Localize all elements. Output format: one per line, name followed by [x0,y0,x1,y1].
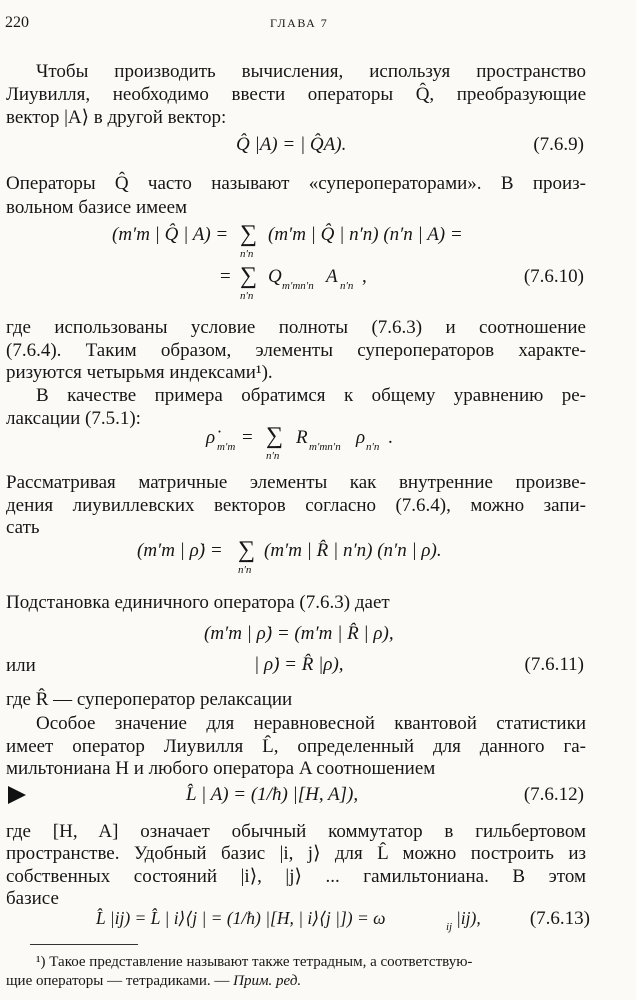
rho-subscript: n′n [366,441,380,453]
period: . [388,427,393,448]
text-line: где R̂ — супероператор релаксации [6,689,293,710]
text-line: где использованы условие полноты (7.6.3) и соотношение [6,317,586,338]
comma: , [362,266,367,287]
text-line: В качестве примера обратимся к общему уравнению ре- [36,385,586,406]
text-line: Операторы Q̂ часто называют «супероператорами». В произ- [6,173,586,194]
equation-7-6-10-lhs: (m′m | Q̂ | A) = [112,224,229,245]
rho-subscript: m′m [217,441,236,453]
text-line: дения лиувиллевских векторов согласно (7.6.4), можно запи- [6,495,586,516]
equation-7-6-13-tail: |ij), [456,908,481,928]
chapter-title: ГЛАВА 7 [270,16,329,30]
sum-index: n′n [240,290,254,302]
footnote-rule [30,944,138,945]
r-symbol: R [296,427,308,448]
equation-number: (7.6.13) [529,908,590,929]
sum-symbol: ∑ [238,537,256,563]
page-number: 220 [5,14,29,31]
equation-number: (7.6.9) [533,134,584,155]
substitution-equation: (m′m | ρ̇) = (m′m | R̂ | ρ), [204,623,394,644]
text-line: собственных состояний |i⟩, |j⟩ ... гамильтониана. В этом [6,866,586,887]
text-line: мильтониана H и любого оператора A соотношением [6,758,436,779]
matrix-eq-rhs: (m′m | R̂ | n′n) (n′n | ρ). [264,540,442,561]
equation-number: (7.6.12) [523,784,584,805]
sum-index: n′n [240,248,254,260]
text-line: вектор |A⟩ в другой вектор: [6,107,227,128]
text-line: пространстве. Удобный базис |i, j⟩ для L̂ можно построить из [6,843,586,864]
text-line: ризуются четырьмя индексами¹). [6,362,273,383]
a-subscript: n′n [340,280,354,292]
equals-sign: = [242,427,253,448]
sum-symbol: ∑ [240,263,258,289]
rho-dot: ρ̇ [206,427,216,448]
equation-7-6-12: L̂ | A) = (1/ħ) |[H, A]), [186,784,359,805]
equation-7-6-11: | ρ̇) = R̂ |ρ), [254,654,344,675]
equation-7-6-13: L̂ |ij) = L̂ | i⟩⟨j | = (1/ħ) |[H, | i⟩⟨j |]) = ω [96,908,386,928]
rho-symbol: ρ [356,427,366,448]
text-line: вольном базисе имеем [6,197,188,218]
footnote-text: щие операторы — тетрадиками. — [6,973,230,989]
equation-number: (7.6.11) [524,654,584,675]
equals-sign: = [220,266,231,287]
q-symbol: Q [268,266,282,287]
footnote-line: ¹) Такое представление называют также тетрадным, а соответствую- [36,954,473,970]
editor-note: Прим. ред. [233,973,302,989]
r-subscript: m′mn′n [309,441,341,453]
text-line: Рассматривая матричные элементы как внутренние произве- [6,472,586,493]
text-line: имеет оператор Лиувилля L̂, определенный для данного га- [6,736,586,757]
text-line: сать [6,517,40,538]
text-line: базисе [6,888,59,909]
equation-7-6-10-rhs: (m′m | Q̂ | n′n) (n′n | A) = [268,224,463,245]
text-line: Особое значение для неравновесной квантовой статистики [36,713,586,734]
equation-7-6-9: Q̂ |A) = | Q̂A). [236,134,347,155]
text-line: Чтобы производить вычисления, используя пространство [36,61,586,82]
or-word: или [6,655,36,676]
matrix-eq-lhs: (m′m | ρ̇) = [137,540,223,561]
sum-symbol: ∑ [240,221,258,247]
sum-index: n′n [266,450,280,462]
omega-subscript: ij [446,921,453,933]
text-line: лаксации (7.5.1): [6,408,141,429]
triangle-marker-icon [8,786,26,804]
footnote-line [6,972,301,990]
text-line: где [H, A] означает обычный коммутатор в гильбертовом [6,821,586,842]
text-line: (7.6.4). Таким образом, элементы супероператоров характе- [6,340,586,361]
equation-number: (7.6.10) [523,266,584,287]
sum-index: n′n [238,564,252,576]
sum-symbol: ∑ [266,423,284,449]
a-symbol: A [326,266,338,287]
text-line: Подстановка единичного оператора (7.6.3) дает [6,592,390,613]
q-subscript: m′mn′n [282,280,314,292]
text-line: Лиувилля, необходимо ввести операторы Q̂, преобразующие [6,84,586,105]
